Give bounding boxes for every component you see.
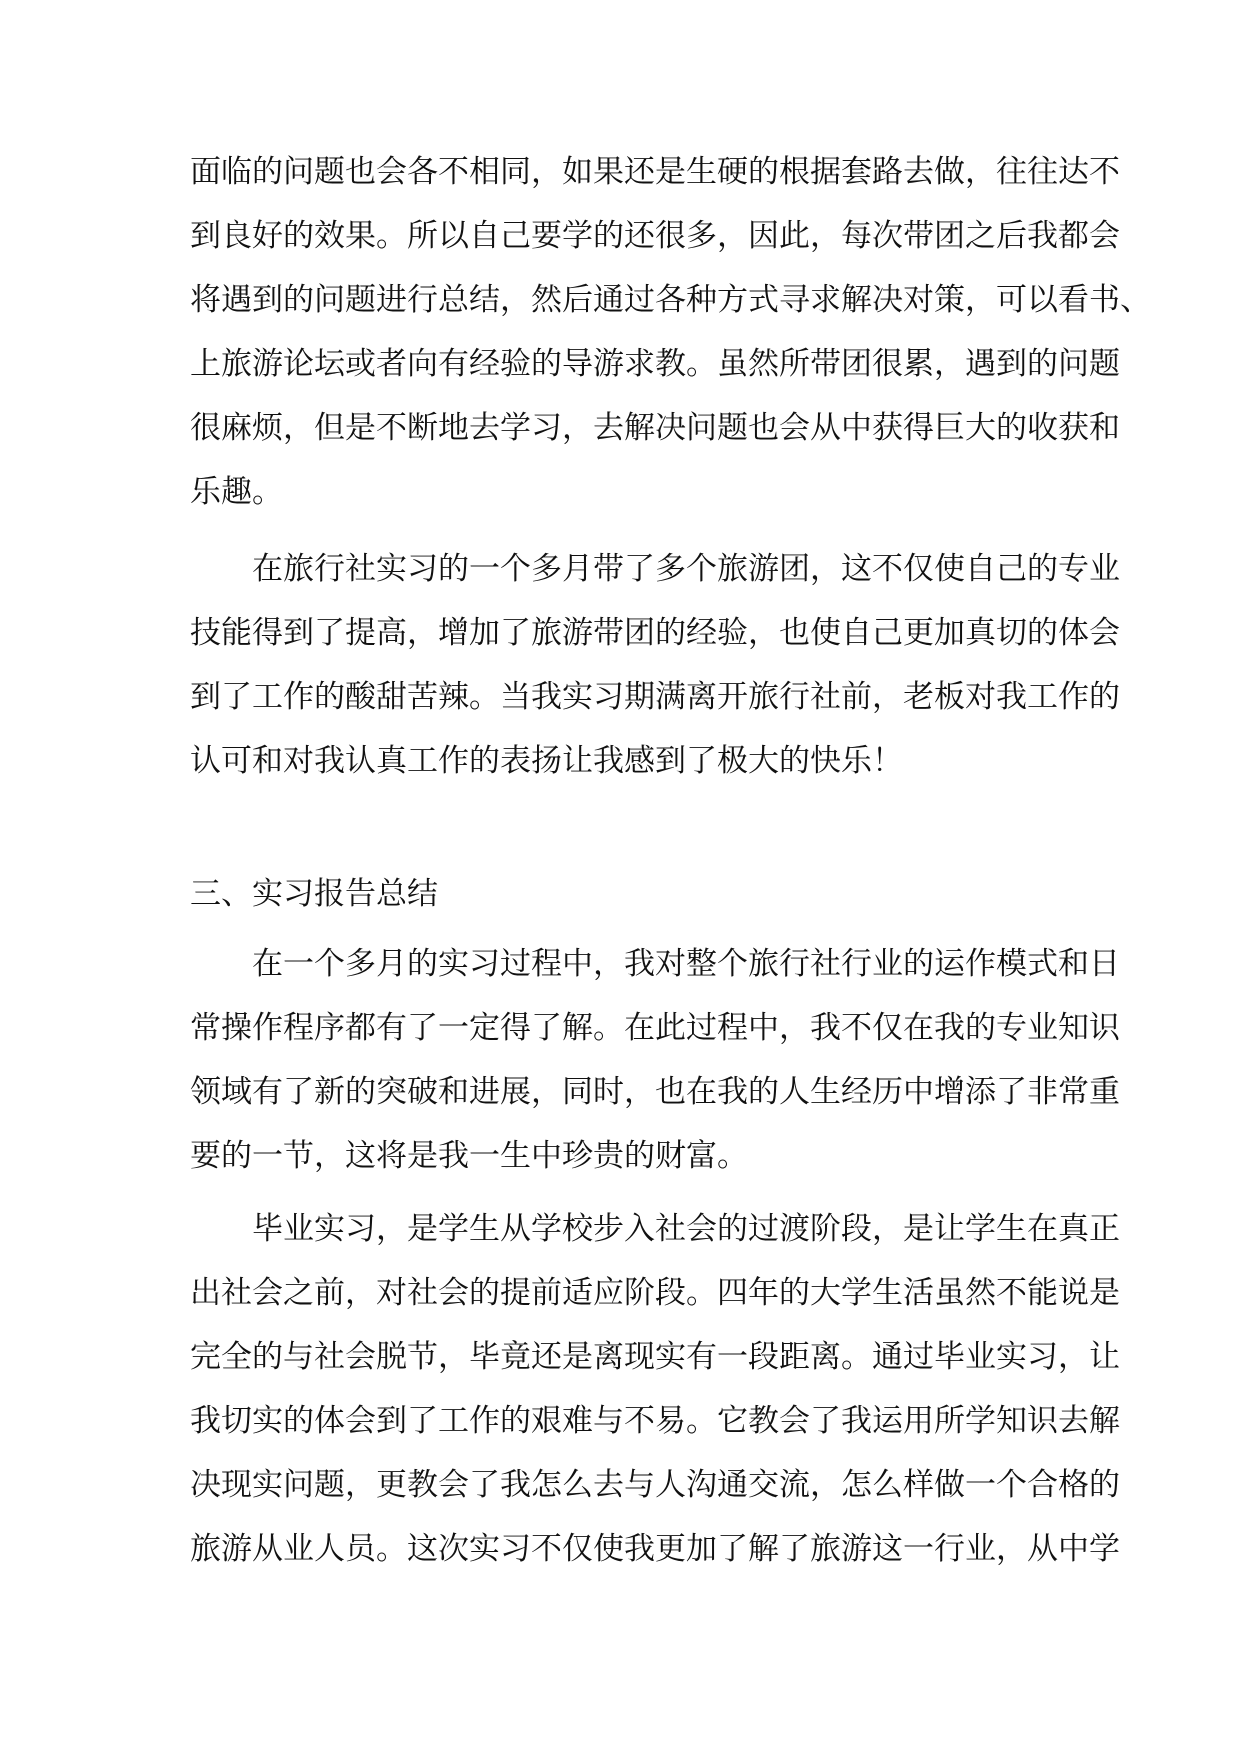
- text-line: 旅游从业人员。这次实习不仅使我更加了解了旅游这一行业，从中学: [190, 1531, 1120, 1567]
- text-line: 领域有了新的突破和进展，同时，也在我的人生经历中增添了非常重: [190, 1074, 1120, 1110]
- text-line: 决现实问题，更教会了我怎么去与人沟通交流，怎么样做一个合格的: [190, 1467, 1120, 1503]
- paragraph-2: [190, 537, 1120, 793]
- text-line: 到了工作的酸甜苦辣。当我实习期满离开旅行社前，老板对我工作的: [190, 679, 1120, 715]
- text-line: 到良好的效果。所以自己要学的还很多，因此，每次带团之后我都会: [190, 218, 1120, 254]
- text-line: 毕业实习，是学生从学校步入社会的过渡阶段，是让学生在真正: [190, 1211, 1120, 1247]
- text-line: 完全的与社会脱节，毕竟还是离现实有一段距离。通过毕业实习，让: [190, 1339, 1120, 1375]
- text-line: 乐趣。: [190, 474, 283, 510]
- text-line: 出社会之前，对社会的提前适应阶段。四年的大学生活虽然不能说是: [190, 1275, 1120, 1311]
- text-line: 很麻烦，但是不断地去学习，去解决问题也会从中获得巨大的收获和: [190, 410, 1120, 446]
- paragraph-3: [190, 932, 1120, 1188]
- text-line: 技能得到了提高，增加了旅游带团的经验，也使自己更加真切的体会: [190, 615, 1120, 651]
- text-line: 将遇到的问题进行总结，然后通过各种方式寻求解决对策，可以看书、: [190, 282, 1151, 318]
- text-line: 要的一节，这将是我一生中珍贵的财富。: [190, 1138, 748, 1174]
- paragraph-1: [190, 140, 1151, 524]
- section-heading: [190, 862, 1056, 926]
- text-line: 面临的问题也会各不相同，如果还是生硬的根据套路去做，往往达不: [190, 154, 1120, 190]
- text-line: 在一个多月的实习过程中，我对整个旅行社行业的运作模式和日: [190, 946, 1120, 982]
- text-line: 常操作程序都有了一定得了解。在此过程中，我不仅在我的专业知识: [190, 1010, 1120, 1046]
- text-line: 上旅游论坛或者向有经验的导游求教。虽然所带团很累，遇到的问题: [190, 346, 1120, 382]
- heading-text: 三、实习报告总结: [190, 876, 438, 912]
- paragraph-4: [190, 1197, 1120, 1581]
- text-line: 在旅行社实习的一个多月带了多个旅游团，这不仅使自己的专业: [190, 551, 1120, 587]
- text-line: 我切实的体会到了工作的艰难与不易。它教会了我运用所学知识去解: [190, 1403, 1120, 1439]
- text-line: 认可和对我认真工作的表扬让我感到了极大的快乐！: [190, 743, 903, 779]
